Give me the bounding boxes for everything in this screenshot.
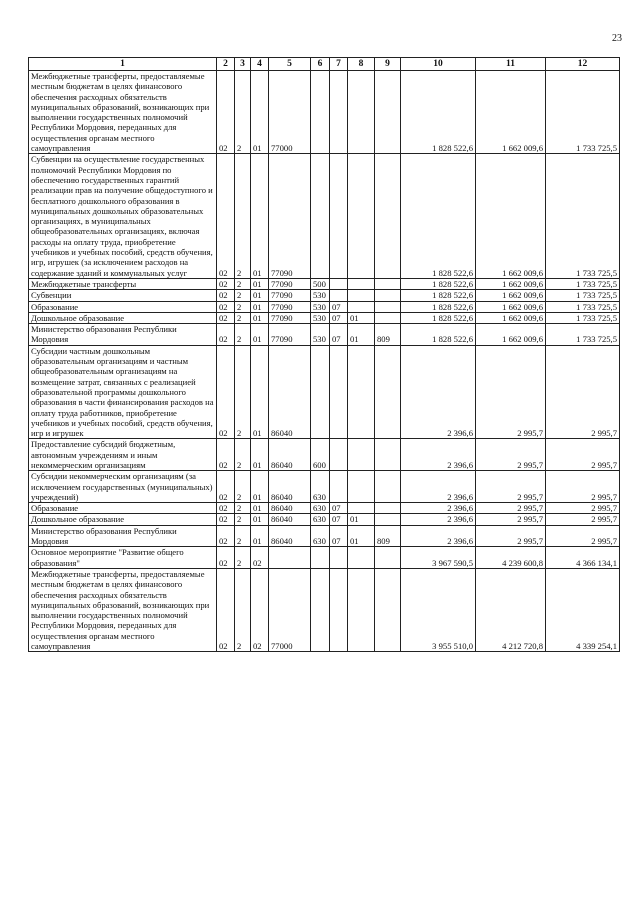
header-row (29, 58, 620, 71)
code-cell (375, 514, 401, 525)
row-name: Предоставление субсидий бюджетным, автономным учреждениям и иным некоммерческим организациям (29, 439, 217, 471)
amount-cell: 1 828 522,6 (401, 312, 476, 323)
code-cell (348, 345, 375, 439)
code-cell: 2 (235, 503, 251, 514)
code-cell (330, 71, 348, 154)
code-cell (330, 290, 348, 301)
amount-cell: 4 339 254,1 (546, 568, 620, 651)
row-name: Министерство образования Республики Мордовия (29, 525, 217, 547)
code-cell (375, 471, 401, 503)
code-cell: 07 (330, 503, 348, 514)
table-row (29, 312, 620, 323)
code-cell: 02 (217, 278, 235, 289)
code-cell: 2 (235, 345, 251, 439)
code-cell (330, 278, 348, 289)
code-cell: 02 (217, 312, 235, 323)
code-cell: 02 (217, 301, 235, 312)
header-cell: 1 (29, 58, 217, 71)
code-cell (375, 503, 401, 514)
budget-table (28, 57, 620, 652)
code-cell (348, 471, 375, 503)
code-cell: 07 (330, 514, 348, 525)
code-cell: 86040 (269, 471, 311, 503)
amount-cell: 1 733 725,5 (546, 290, 620, 301)
row-name: Дошкольное образование (29, 514, 217, 525)
amount-cell: 1 733 725,5 (546, 154, 620, 279)
code-cell: 77090 (269, 312, 311, 323)
amount-cell: 1 828 522,6 (401, 278, 476, 289)
amount-cell: 2 396,6 (401, 471, 476, 503)
page-number: 23 (612, 33, 622, 44)
code-cell: 77000 (269, 71, 311, 154)
code-cell (330, 471, 348, 503)
code-cell (311, 547, 330, 569)
code-cell: 02 (217, 290, 235, 301)
amount-cell: 2 995,7 (546, 439, 620, 471)
code-cell: 77090 (269, 154, 311, 279)
amount-cell: 1 662 009,6 (476, 290, 546, 301)
code-cell: 86040 (269, 345, 311, 439)
amount-cell: 1 733 725,5 (546, 312, 620, 323)
code-cell: 2 (235, 154, 251, 279)
table-row (29, 503, 620, 514)
table-row (29, 439, 620, 471)
code-cell: 02 (217, 547, 235, 569)
amount-cell: 2 995,7 (546, 525, 620, 547)
code-cell: 01 (251, 503, 269, 514)
code-cell: 630 (311, 503, 330, 514)
table-row (29, 514, 620, 525)
row-name: Образование (29, 503, 217, 514)
code-cell: 01 (251, 345, 269, 439)
code-cell: 02 (217, 71, 235, 154)
code-cell: 01 (251, 471, 269, 503)
table-row (29, 324, 620, 346)
code-cell: 600 (311, 439, 330, 471)
amount-cell: 2 995,7 (476, 471, 546, 503)
code-cell: 500 (311, 278, 330, 289)
amount-cell: 2 995,7 (546, 471, 620, 503)
amount-cell: 2 995,7 (476, 503, 546, 514)
code-cell: 77090 (269, 324, 311, 346)
code-cell: 630 (311, 471, 330, 503)
code-cell: 2 (235, 71, 251, 154)
code-cell (348, 547, 375, 569)
amount-cell: 3 967 590,5 (401, 547, 476, 569)
amount-cell: 4 239 600,8 (476, 547, 546, 569)
code-cell (375, 278, 401, 289)
amount-cell: 2 396,6 (401, 439, 476, 471)
code-cell: 86040 (269, 439, 311, 471)
amount-cell: 1 828 522,6 (401, 324, 476, 346)
code-cell (311, 345, 330, 439)
code-cell: 2 (235, 514, 251, 525)
amount-cell: 2 995,7 (546, 514, 620, 525)
code-cell: 01 (348, 514, 375, 525)
amount-cell: 2 995,7 (476, 525, 546, 547)
code-cell: 809 (375, 324, 401, 346)
code-cell (348, 439, 375, 471)
amount-cell: 4 212 720,8 (476, 568, 546, 651)
code-cell: 02 (217, 514, 235, 525)
code-cell (311, 154, 330, 279)
code-cell: 86040 (269, 503, 311, 514)
amount-cell: 2 995,7 (476, 514, 546, 525)
table-row (29, 301, 620, 312)
code-cell: 630 (311, 525, 330, 547)
code-cell (348, 503, 375, 514)
amount-cell: 2 396,6 (401, 525, 476, 547)
code-cell: 01 (348, 312, 375, 323)
row-name: Министерство образования Республики Мордовия (29, 324, 217, 346)
amount-cell: 1 733 725,5 (546, 71, 620, 154)
code-cell: 2 (235, 312, 251, 323)
code-cell: 2 (235, 568, 251, 651)
code-cell: 02 (217, 503, 235, 514)
amount-cell: 1 828 522,6 (401, 71, 476, 154)
code-cell (348, 278, 375, 289)
header-cell: 10 (401, 58, 476, 71)
code-cell: 86040 (269, 514, 311, 525)
amount-cell: 1 662 009,6 (476, 278, 546, 289)
amount-cell: 1 733 725,5 (546, 301, 620, 312)
row-name: Межбюджетные трансферты, предоставляемые местным бюджетам в целях финансового обеспечения расходных обязательств муниципальных образований, возникающих при выполнении государственных полномочий Республики Мордовия, переданных для осуществления органам местного самоуправления (29, 568, 217, 651)
code-cell: 01 (251, 301, 269, 312)
code-cell: 01 (251, 278, 269, 289)
code-cell: 01 (348, 324, 375, 346)
table-row (29, 471, 620, 503)
code-cell: 2 (235, 324, 251, 346)
code-cell: 2 (235, 439, 251, 471)
amount-cell: 1 733 725,5 (546, 324, 620, 346)
code-cell: 2 (235, 290, 251, 301)
code-cell: 77090 (269, 290, 311, 301)
code-cell (375, 312, 401, 323)
code-cell: 2 (235, 301, 251, 312)
row-name: Субсидии некоммерческим организациям (за исключением государственных (муниципальных) учреждений) (29, 471, 217, 503)
code-cell (375, 290, 401, 301)
header-cell: 8 (348, 58, 375, 71)
row-name: Межбюджетные трансферты, предоставляемые местным бюджетам в целях финансового обеспечения расходных обязательств муниципальных образований, возникающих при выполнении государственных полномочий Республики Мордовия, переданных для осуществления органам местного самоуправления (29, 71, 217, 154)
code-cell (375, 568, 401, 651)
code-cell: 02 (217, 154, 235, 279)
code-cell: 01 (251, 525, 269, 547)
code-cell (375, 345, 401, 439)
code-cell: 77000 (269, 568, 311, 651)
code-cell: 86040 (269, 525, 311, 547)
header-cell: 9 (375, 58, 401, 71)
code-cell: 2 (235, 278, 251, 289)
amount-cell: 1 662 009,6 (476, 154, 546, 279)
header-cell: 11 (476, 58, 546, 71)
amount-cell: 1 662 009,6 (476, 301, 546, 312)
code-cell: 02 (217, 568, 235, 651)
row-name: Субсидии частным дошкольным образовательным организациям и частным общеобразовательным организациям на возмещение затрат, связанных с реализацией образовательной программы дошкольного образования в части финансирования расходов на оплату труда работников, приобретение учебников и учебных пособий, средств обучения, игр и игрушек (29, 345, 217, 439)
header-cell: 12 (546, 58, 620, 71)
amount-cell: 4 366 134,1 (546, 547, 620, 569)
code-cell (375, 439, 401, 471)
code-cell: 530 (311, 324, 330, 346)
code-cell (330, 547, 348, 569)
row-name: Межбюджетные трансферты (29, 278, 217, 289)
amount-cell: 3 955 510,0 (401, 568, 476, 651)
code-cell (311, 71, 330, 154)
code-cell: 630 (311, 514, 330, 525)
code-cell: 02 (217, 471, 235, 503)
table-row (29, 278, 620, 289)
code-cell: 809 (375, 525, 401, 547)
code-cell: 77090 (269, 301, 311, 312)
amount-cell: 1 662 009,6 (476, 312, 546, 323)
code-cell: 07 (330, 324, 348, 346)
code-cell (375, 547, 401, 569)
code-cell: 01 (251, 514, 269, 525)
code-cell: 02 (251, 568, 269, 651)
amount-cell: 2 995,7 (546, 345, 620, 439)
amount-cell: 2 396,6 (401, 514, 476, 525)
amount-cell: 2 995,7 (476, 439, 546, 471)
code-cell (311, 568, 330, 651)
code-cell (348, 301, 375, 312)
amount-cell: 2 396,6 (401, 503, 476, 514)
table-row (29, 154, 620, 279)
code-cell (330, 345, 348, 439)
code-cell: 2 (235, 471, 251, 503)
code-cell: 01 (251, 154, 269, 279)
amount-cell: 1 662 009,6 (476, 324, 546, 346)
amount-cell: 1 828 522,6 (401, 154, 476, 279)
code-cell: 07 (330, 312, 348, 323)
table-row (29, 547, 620, 569)
code-cell: 2 (235, 547, 251, 569)
code-cell: 77090 (269, 278, 311, 289)
amount-cell: 1 828 522,6 (401, 301, 476, 312)
code-cell: 01 (251, 312, 269, 323)
code-cell (269, 547, 311, 569)
header-cell: 2 (217, 58, 235, 71)
code-cell: 02 (217, 324, 235, 346)
row-name: Дошкольное образование (29, 312, 217, 323)
code-cell: 01 (251, 71, 269, 154)
code-cell: 07 (330, 301, 348, 312)
code-cell (348, 71, 375, 154)
table-row (29, 525, 620, 547)
code-cell: 01 (251, 290, 269, 301)
code-cell (348, 290, 375, 301)
code-cell: 02 (217, 439, 235, 471)
row-name: Субвенции (29, 290, 217, 301)
row-name: Образование (29, 301, 217, 312)
code-cell (348, 568, 375, 651)
code-cell (375, 301, 401, 312)
header-cell: 7 (330, 58, 348, 71)
table-row (29, 345, 620, 439)
code-cell: 530 (311, 312, 330, 323)
amount-cell: 2 995,7 (476, 345, 546, 439)
code-cell: 01 (251, 324, 269, 346)
code-cell: 2 (235, 525, 251, 547)
code-cell (330, 568, 348, 651)
header-cell: 3 (235, 58, 251, 71)
code-cell (375, 71, 401, 154)
header-cell: 6 (311, 58, 330, 71)
row-name: Субвенции на осуществление государственных полномочий Республики Мордовия по обеспечению государственных гарантий реализации прав на получение общедоступного и бесплатного дошкольного образования в муниципальных дошкольных образовательных организациях, в муниципальных общеобразовательных организациях, включая расходы на оплату труда, приобретение учебников и учебных пособий, средств обучения, игр, игрушек (за исключением расходов на содержание зданий и коммунальных услуг (29, 154, 217, 279)
header-cell: 5 (269, 58, 311, 71)
amount-cell: 2 396,6 (401, 345, 476, 439)
table-row (29, 71, 620, 154)
code-cell (348, 154, 375, 279)
code-cell: 02 (217, 345, 235, 439)
code-cell: 01 (251, 439, 269, 471)
code-cell: 07 (330, 525, 348, 547)
code-cell (375, 154, 401, 279)
code-cell (330, 154, 348, 279)
code-cell: 01 (348, 525, 375, 547)
amount-cell: 2 995,7 (546, 503, 620, 514)
amount-cell: 1 733 725,5 (546, 278, 620, 289)
code-cell: 530 (311, 290, 330, 301)
row-name: Основное мероприятие "Развитие общего образования" (29, 547, 217, 569)
code-cell: 02 (217, 525, 235, 547)
header-cell: 4 (251, 58, 269, 71)
table-row (29, 568, 620, 651)
table-row (29, 290, 620, 301)
code-cell (330, 439, 348, 471)
code-cell: 530 (311, 301, 330, 312)
code-cell: 02 (251, 547, 269, 569)
amount-cell: 1 828 522,6 (401, 290, 476, 301)
amount-cell: 1 662 009,6 (476, 71, 546, 154)
